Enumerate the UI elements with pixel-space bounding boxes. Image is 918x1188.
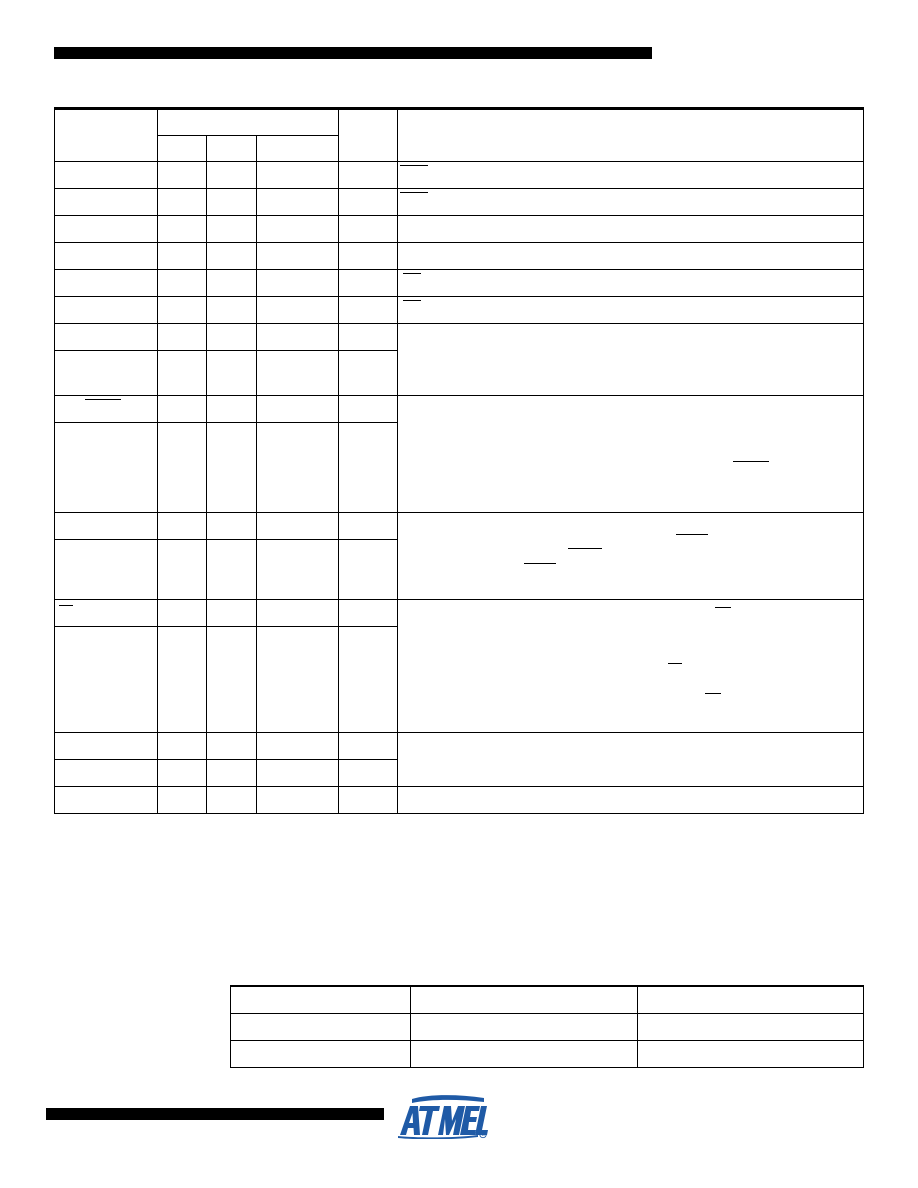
footer-rule bbox=[46, 1108, 384, 1120]
table-row bbox=[55, 733, 864, 760]
header-cell bbox=[257, 136, 339, 162]
overbar bbox=[403, 273, 421, 274]
overbar bbox=[676, 534, 708, 535]
overbar bbox=[400, 165, 428, 166]
overbar bbox=[85, 399, 121, 400]
table-row bbox=[55, 270, 864, 297]
table-row bbox=[55, 324, 864, 351]
header-cell bbox=[158, 136, 207, 162]
pin-description-table bbox=[54, 107, 864, 814]
table-row bbox=[55, 297, 864, 324]
overbar bbox=[715, 607, 731, 608]
overbar bbox=[400, 192, 428, 193]
overbar bbox=[403, 300, 421, 301]
table-row bbox=[55, 189, 864, 216]
small-table bbox=[230, 985, 864, 1068]
table-row bbox=[55, 216, 864, 243]
header-rule bbox=[54, 47, 652, 59]
atmel-logo bbox=[398, 1095, 488, 1139]
overbar bbox=[705, 693, 721, 694]
table-row bbox=[55, 162, 864, 189]
header-cell bbox=[55, 109, 158, 162]
overbar bbox=[733, 461, 769, 462]
overbar bbox=[568, 548, 602, 549]
header-cell bbox=[398, 109, 864, 162]
table-row bbox=[55, 787, 864, 814]
table-row bbox=[231, 1040, 864, 1067]
overbar bbox=[668, 663, 682, 664]
header-cell bbox=[207, 136, 257, 162]
table-row bbox=[55, 243, 864, 270]
table-row bbox=[55, 396, 864, 423]
overbar bbox=[524, 563, 556, 564]
header-cell bbox=[339, 109, 398, 162]
table-row bbox=[55, 513, 864, 540]
table-row bbox=[231, 1013, 864, 1040]
table-row bbox=[231, 986, 864, 1013]
logo-mark bbox=[398, 1095, 488, 1139]
header-cell bbox=[158, 109, 339, 136]
svg-text:R: R bbox=[481, 1132, 485, 1137]
overbar bbox=[59, 605, 73, 606]
table-row bbox=[55, 600, 864, 627]
